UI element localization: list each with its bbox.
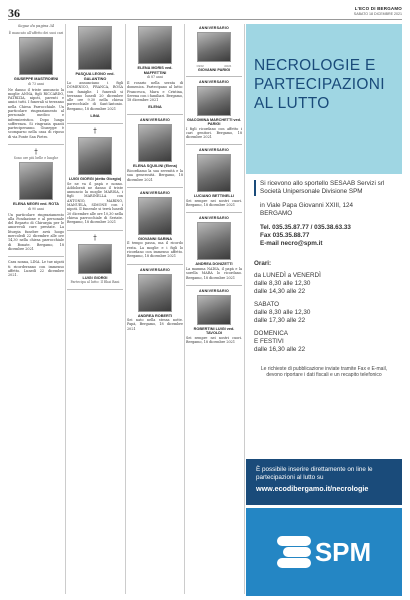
obituary-column-4 <box>186 24 242 596</box>
phone-number: Tel. 035.35.87.77 / 035.38.63.33 <box>260 224 351 231</box>
hours-time: dalle 17,30 alle 22 <box>254 317 306 324</box>
online-banner[interactable] <box>246 459 402 505</box>
deceased-name: LUCIANO BETTINELLI <box>193 194 235 199</box>
panel-title <box>254 56 394 113</box>
notice-body: Ricordiamo la sua serenità e la sua generosità. Bergamo, 18 dicembre 2021 <box>127 168 183 182</box>
office-intro: Si ricevono allo sportello SESAAB Servizi srl Società Unipersonale Divisione SPM <box>254 180 394 196</box>
notice-signature: ELENA <box>148 104 162 110</box>
hours-days: da LUNEDÌ a VENERDÌ <box>254 272 321 279</box>
deceased-name: LUIGI GIORGI (detto Giorgio) <box>68 177 122 182</box>
hours-days: SABATO <box>254 301 279 308</box>
contact-info <box>260 224 394 248</box>
anniversary-heading: ANNIVERSARIO <box>199 26 229 30</box>
birth-year: 1932 <box>196 64 204 68</box>
portrait-photo <box>19 37 53 75</box>
deceased-name: PASQUA LEGNO ved. GALANTINO <box>75 72 115 81</box>
anniversary-heading: ANNIVERSARIO <box>140 190 170 195</box>
office-address <box>260 202 394 218</box>
notice-body: Se ne va il papà e nonno. Addolorati ne danno il triste annuncio la moglie MARISA, i figli MARINELLA con ANTONIO, MARINO, MANUELA, SIMONE con i nipoti. Il funerale si terrà lunedì 20 dicembre alle ore 10,30 nella chiesa parrocchiale di Seriate. Bergamo, 18 dicembre 2021 <box>67 181 123 225</box>
portrait-photo <box>197 32 231 62</box>
page-number: 36 <box>8 6 20 20</box>
anniversary-heading: ANNIVERSARIO <box>140 118 170 123</box>
deceased-name: GIUSEPPE MASTROIENI <box>13 77 59 81</box>
portrait-photo <box>19 162 53 200</box>
anniversary-notice <box>127 118 183 187</box>
anniversary-notice <box>186 289 242 345</box>
portrait-photo <box>197 222 231 260</box>
death-year: 2021 <box>224 64 232 68</box>
online-banner-link[interactable]: www.ecodibergamo.it/necrologie <box>256 484 369 493</box>
deceased-name: ANDREA DONIZETTI <box>195 262 233 267</box>
obituary-notice <box>8 31 64 145</box>
address-line: BERGAMO <box>260 210 293 217</box>
notice-intro: Sono ore più belle e lunghe <box>13 156 59 161</box>
hours-row <box>254 272 394 296</box>
deceased-name: GIOVANNI SARINA <box>137 236 173 241</box>
hours-row <box>254 330 394 354</box>
notice-body: Ne danno il triste annuncio la moglie ANNA, figli RICCARDO, PATRIZIA, nipoti, parenti e amici tutti. I funerali si terranno nella Chiesa Parrocchiale. Un particolare ringraziamento al personale medico e infermieristico. Dopo lunga sofferenza. Si ringrazia quanti parteciperanno. Giuseppe è scomparso nella casa di riposo di via Ponte San Pietro. <box>8 87 64 139</box>
obituary-column-2 <box>67 24 123 596</box>
hours-days: DOMENICA <box>254 330 288 337</box>
spm-logo <box>246 508 402 596</box>
panel-title-block <box>246 24 402 174</box>
hours-time: dalle 8,30 alle 12,30 <box>254 280 311 287</box>
portrait-photo <box>138 26 172 64</box>
anniversary-notice <box>186 26 242 77</box>
anniversary-notice <box>186 80 242 146</box>
notice-body: La mamma NADIA, il papà e la sorella MARA lo ricordano. Bergamo, 18 dicembre 2021 <box>186 266 242 280</box>
deceased-name: ELENA SQUILINI (Elena) <box>133 164 177 169</box>
cross-icon: † <box>93 127 97 136</box>
deceased-name: ANDREA ROBERTI <box>137 313 173 318</box>
hours-time: dalle 14,30 alle 22 <box>254 288 306 295</box>
obituary-column-3 <box>127 24 183 596</box>
fax-number: Fax 035.35.88.77 <box>260 232 310 239</box>
portrait-photo <box>78 137 112 175</box>
necrology-info-panel <box>246 24 402 596</box>
portrait-photo <box>197 154 231 192</box>
notice-body: Sei nato nella stessa notte. Papà, Bergamo, 18 dicembre 2021 <box>127 318 183 331</box>
hours-time: E FESTIVI <box>254 338 284 345</box>
notice-intro: È mancato all'affetto dei suoi cari <box>8 31 64 35</box>
fiscal-note: Le richieste di pubblicazione inviate tramite Fax e E-mail, devono riportare i dati fiscali e un recapito telefonico <box>260 366 388 379</box>
panel-title-line: NECROLOGIE E <box>254 57 376 74</box>
obituary-notice <box>67 234 123 291</box>
notice-body: Cara nonna, LINA. Le tue nipoti ti ricorderanno con immenso affetto. Lunedì 22 dicembre 2021. <box>8 260 64 278</box>
portrait-photo <box>138 274 172 312</box>
anniversary-heading: ANNIVERSARIO <box>199 216 229 221</box>
anniversary-heading: ANNIVERSARIO <box>199 148 229 153</box>
spm-logo-text: SPM <box>314 536 372 567</box>
notice-body: I figli ricordano con affetto i cari genitori. Bergamo, 18 dicembre 2021 <box>186 126 242 140</box>
panel-title-line: PARTECIPAZIONI <box>254 76 385 93</box>
deceased-age: di 87 anni <box>146 75 164 79</box>
anniversary-heading: ANNIVERSARIO <box>199 79 229 84</box>
notice-participants: Partecipa al lutto: Il Rhai Bani <box>70 280 120 285</box>
obituary-notice <box>127 26 183 115</box>
deceased-age: di 73 anni <box>27 81 45 86</box>
email-address[interactable]: E-mail necro@spm.it <box>260 240 323 247</box>
portrait-photo <box>138 197 172 235</box>
notice-body: Sei sempre nei nostri cuori. Bergamo, 18 dicembre 2021 <box>186 335 242 345</box>
deceased-name: ROBERTINI LUIGI ved. TAVOLDI <box>193 326 235 336</box>
hours-time: dalle 16,30 alle 22 <box>254 346 306 353</box>
panel-body <box>246 174 402 384</box>
deceased-name: ELENA NEGRI ved. ROTA <box>13 202 59 207</box>
obituary-notice <box>67 26 123 124</box>
deceased-name: ELENA MORIS ved. MAFFETTINI <box>137 66 173 75</box>
address-line: in Viale Papa Giovanni XXIII, 124 <box>260 202 353 209</box>
deceased-name: GIACOMINA MARCHETTI ved. PARIGI <box>186 117 242 126</box>
notice-body: Il tempo passa, ma il ricordo resta. La moglie e i figli lo ricordano con immenso affetto. Bergamo, 18 dicembre 2021 <box>127 241 183 259</box>
anniversary-notice <box>127 191 183 265</box>
anniversary-notice <box>186 216 242 285</box>
hours-row <box>254 301 394 325</box>
hours-label: Orari: <box>254 260 272 267</box>
notice-body: Lo annunciano i figli DOMENICO, FRANCA, ROSA con famiglie. I funerali si terranno lunedì 20 dicembre alle ore 9.30 nella chiesa parrocchiale di Sant'Antonio. Bergamo, 18 dicembre 2021 <box>67 81 123 111</box>
hours-time: dalle 8,30 alle 12,30 <box>254 309 311 316</box>
obituary-notice <box>67 127 123 230</box>
portrait-photo <box>197 86 231 116</box>
online-banner-text: È possibile inserire direttamente on line le partecipazioni al lutto su <box>256 466 373 481</box>
deceased-name: LUIGI GIORGI <box>82 275 108 280</box>
panel-title-line: AL LUTTO <box>254 95 330 112</box>
notice-body: Un particolare ringraziamento alla Fondazione e al personale del Reparto di Chirurgia per le amorevoli cure prestate. La liturgia funebre avrà luogo mercoledì 22 dicembre alle ore 14,30 nella chiesa parrocchiale di Bonate. Bergamo, 18 dicembre 2021 <box>8 212 64 251</box>
portrait-photo <box>78 26 112 70</box>
anniversary-notice <box>127 268 183 331</box>
deceased-age: di 90 anni <box>27 206 45 211</box>
continuation-note: Segue da pagina 34 <box>17 24 55 28</box>
portrait-photo <box>197 295 231 325</box>
anniversary-heading: ANNIVERSARIO <box>140 267 170 272</box>
obituary-column-1 <box>8 24 64 596</box>
publication-name: L'ECO DI BERGAMO <box>354 6 402 11</box>
portrait-photo <box>78 244 112 274</box>
anniversary-heading: ANNIVERSARIO <box>199 288 229 293</box>
page-header <box>8 6 402 20</box>
notice-body: Il rosario nella serata di domenica. Partecipano al lutto: Francesca, Mara e Cristina, Serena con i familiari. Bergamo, 18 dicembre 2021 <box>127 81 183 103</box>
spm-logo-icon <box>277 532 311 572</box>
cross-icon: † <box>34 148 38 157</box>
opening-hours <box>254 260 394 354</box>
obituary-notice <box>8 148 64 257</box>
deceased-name: GIOVANNI PARIGI <box>197 68 231 72</box>
publication-date: SABATO 18 DICEMBRE 2021 <box>353 12 402 16</box>
portrait-photo <box>138 124 172 162</box>
anniversary-notice <box>186 148 242 213</box>
notice-body: Sei sempre nei nostri cuori. Bergamo, 18 dicembre 2021 <box>186 198 242 208</box>
cross-icon: † <box>93 233 97 242</box>
notice-signature: LINA <box>90 113 100 119</box>
